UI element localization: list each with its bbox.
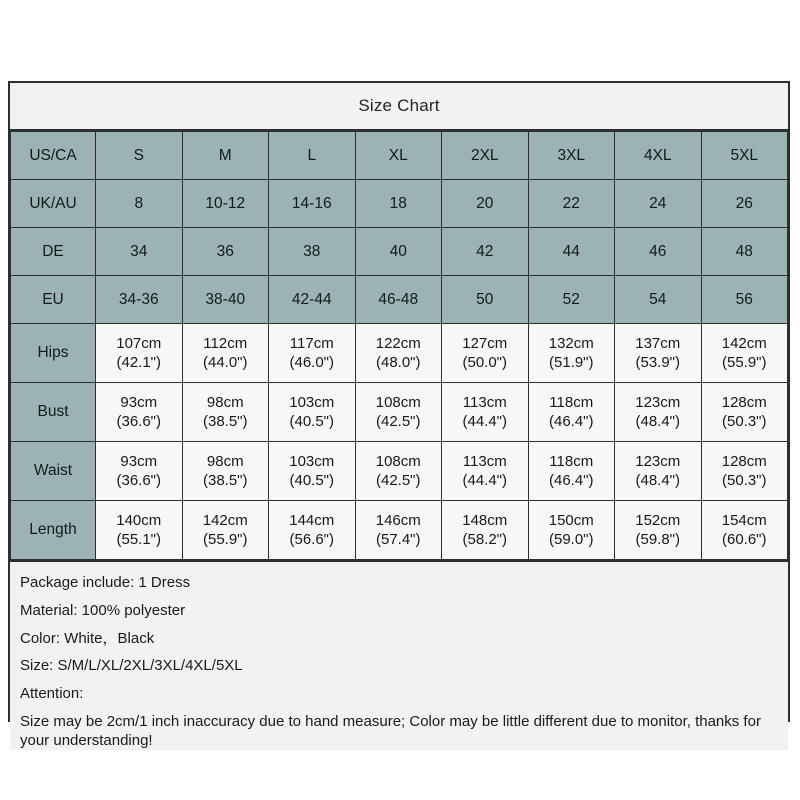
measure-cm: 93cm: [120, 393, 158, 411]
cell-waist-4xl: [615, 442, 702, 501]
row-label-de: DE: [11, 228, 96, 276]
measure-inch: (40.5"): [289, 472, 334, 489]
page-title: Size Chart: [358, 96, 440, 115]
table-row: [11, 501, 788, 560]
measure-inch: (55.9"): [721, 354, 767, 371]
cell-de-s: 34: [96, 228, 183, 276]
measure-cm: 127cm: [462, 334, 508, 352]
cell-us-ca-4xl: 4XL: [615, 132, 702, 180]
note-package: Package include: 1 Dress: [20, 574, 191, 591]
measure-cm: 142cm: [202, 511, 248, 529]
cell-de-m: 36: [182, 228, 269, 276]
measure-inch: (44.0"): [202, 354, 248, 371]
cell-de-5xl: 48: [701, 228, 788, 276]
cell-us-ca-5xl: 5XL: [701, 132, 788, 180]
cell-bust-4xl: [615, 383, 702, 442]
cell-length-m: [182, 501, 269, 560]
cell-hips-2xl: [442, 324, 529, 383]
cell-us-ca-s: S: [96, 132, 183, 180]
measure-inch: (55.9"): [202, 531, 248, 548]
measure-cm: 123cm: [635, 393, 681, 411]
row-label-waist: Waist: [11, 442, 96, 501]
measure-cm: 122cm: [375, 334, 421, 352]
measure-cm: 123cm: [635, 452, 681, 470]
measure-cm: 112cm: [203, 334, 248, 352]
measure-inch: (58.2"): [462, 531, 507, 548]
cell-eu-s: 34-36: [96, 276, 183, 324]
measure-inch: (38.5"): [202, 472, 248, 489]
cell-hips-m: [182, 324, 269, 383]
cell-eu-2xl: 50: [442, 276, 529, 324]
cell-length-s: [96, 501, 183, 560]
measure-inch: (56.6"): [289, 531, 334, 548]
measure-cm: 150cm: [548, 511, 594, 529]
cell-hips-l: [269, 324, 356, 383]
cell-eu-m: 38-40: [182, 276, 269, 324]
measure-cm: 118cm: [549, 393, 594, 411]
cell-eu-l: 42-44: [269, 276, 356, 324]
measure-cm: 98cm: [206, 452, 244, 470]
size-chart-table: [10, 131, 788, 560]
row-label-us-ca: US/CA: [11, 132, 96, 180]
cell-eu-5xl: 56: [701, 276, 788, 324]
size-table-body: [11, 132, 788, 560]
row-label-uk-au: UK/AU: [11, 180, 96, 228]
row-label-hips: Hips: [11, 324, 96, 383]
cell-eu-xl: 46-48: [355, 276, 442, 324]
measure-inch: (42.5"): [375, 413, 421, 430]
cell-uk-au-l: 14-16: [269, 180, 356, 228]
measure-inch: (38.5"): [202, 413, 248, 430]
cell-uk-au-s: 8: [96, 180, 183, 228]
cell-us-ca-xl: XL: [355, 132, 442, 180]
measure-cm: 117cm: [289, 334, 334, 352]
cell-length-2xl: [442, 501, 529, 560]
measure-inch: (51.9"): [548, 354, 594, 371]
cell-uk-au-2xl: 20: [442, 180, 529, 228]
cell-bust-2xl: [442, 383, 529, 442]
cell-length-3xl: [528, 501, 615, 560]
measure-cm: 146cm: [375, 511, 421, 529]
cell-hips-s: [96, 324, 183, 383]
product-notes: [10, 560, 788, 750]
measure-inch: (50.3"): [721, 413, 767, 430]
table-row: [11, 228, 788, 276]
cell-bust-3xl: [528, 383, 615, 442]
cell-hips-xl: [355, 324, 442, 383]
measure-inch: (36.6"): [116, 413, 161, 430]
cell-de-3xl: 44: [528, 228, 615, 276]
note-material: Material: 100% polyester: [20, 601, 186, 619]
cell-uk-au-5xl: 26: [701, 180, 788, 228]
cell-us-ca-2xl: 2XL: [442, 132, 529, 180]
cell-de-l: 38: [269, 228, 356, 276]
cell-bust-m: [182, 383, 269, 442]
cell-length-l: [269, 501, 356, 560]
cell-bust-5xl: [701, 383, 788, 442]
measure-cm: 140cm: [116, 511, 162, 529]
measure-cm: 98cm: [206, 393, 244, 411]
measure-cm: 93cm: [120, 452, 158, 470]
measure-inch: (46.0"): [289, 354, 334, 371]
cell-waist-5xl: [701, 442, 788, 501]
cell-hips-4xl: [615, 324, 702, 383]
measure-cm: 113cm: [462, 452, 507, 470]
measure-inch: (48.4"): [635, 472, 680, 489]
cell-bust-xl: [355, 383, 442, 442]
measure-inch: (53.9"): [635, 354, 680, 371]
note-disclaimer: Size may be 2cm/1 inch inaccuracy due to hand measure; Color may be little different due to monitor, thanks for your understanding!: [20, 712, 761, 749]
measure-cm: 137cm: [635, 334, 681, 352]
measure-cm: 113cm: [462, 393, 507, 411]
table-row: [11, 383, 788, 442]
cell-us-ca-3xl: 3XL: [528, 132, 615, 180]
cell-de-4xl: 46: [615, 228, 702, 276]
size-chart-frame: [8, 81, 790, 749]
cell-hips-5xl: [701, 324, 788, 383]
measure-inch: (46.4"): [548, 472, 594, 489]
measure-inch: (55.1"): [116, 531, 161, 548]
measure-cm: 154cm: [721, 511, 767, 529]
measure-cm: 144cm: [289, 511, 335, 529]
cell-waist-2xl: [442, 442, 529, 501]
measure-inch: (44.4"): [462, 413, 507, 430]
measure-cm: 108cm: [375, 452, 421, 470]
cell-uk-au-3xl: 22: [528, 180, 615, 228]
measure-cm: 103cm: [289, 393, 335, 411]
cell-waist-m: [182, 442, 269, 501]
measure-cm: 108cm: [375, 393, 421, 411]
measure-cm: 128cm: [721, 393, 767, 411]
measure-inch: (42.5"): [375, 472, 421, 489]
cell-waist-xl: [355, 442, 442, 501]
measure-cm: 128cm: [721, 452, 767, 470]
measure-cm: 118cm: [549, 452, 594, 470]
cell-de-xl: 40: [355, 228, 442, 276]
note-attention-label: Attention:: [20, 685, 84, 702]
table-row: [11, 442, 788, 501]
cell-eu-4xl: 54: [615, 276, 702, 324]
measure-inch: (50.3"): [721, 472, 767, 489]
measure-cm: 107cm: [116, 334, 162, 352]
cell-us-ca-l: L: [269, 132, 356, 180]
cell-hips-3xl: [528, 324, 615, 383]
measure-inch: (48.4"): [635, 413, 680, 430]
measure-inch: (60.6"): [721, 531, 767, 548]
row-label-eu: EU: [11, 276, 96, 324]
measure-inch: (48.0"): [375, 354, 421, 371]
row-label-length: Length: [11, 501, 96, 560]
measure-cm: 142cm: [721, 334, 767, 352]
cell-de-2xl: 42: [442, 228, 529, 276]
measure-cm: 152cm: [635, 511, 681, 529]
measure-cm: 103cm: [289, 452, 335, 470]
table-row: [11, 132, 788, 180]
measure-inch: (59.8"): [635, 531, 680, 548]
cell-waist-l: [269, 442, 356, 501]
cell-us-ca-m: M: [182, 132, 269, 180]
chart-title-band: [10, 83, 788, 131]
measure-cm: 148cm: [462, 511, 508, 529]
cell-eu-3xl: 52: [528, 276, 615, 324]
table-row: [11, 180, 788, 228]
cell-length-4xl: [615, 501, 702, 560]
measure-inch: (50.0"): [462, 354, 507, 371]
cell-waist-s: [96, 442, 183, 501]
measure-cm: 132cm: [548, 334, 594, 352]
note-color: Color: White，Black: [20, 629, 155, 647]
measure-inch: (42.1"): [116, 354, 161, 371]
cell-length-xl: [355, 501, 442, 560]
measure-inch: (57.4"): [375, 531, 421, 548]
table-row: [11, 324, 788, 383]
cell-length-5xl: [701, 501, 788, 560]
measure-inch: (46.4"): [548, 413, 594, 430]
measure-inch: (44.4"): [462, 472, 507, 489]
cell-uk-au-xl: 18: [355, 180, 442, 228]
cell-uk-au-m: 10-12: [182, 180, 269, 228]
note-size: Size: S/M/L/XL/2XL/3XL/4XL/5XL: [20, 657, 243, 675]
measure-inch: (59.0"): [548, 531, 594, 548]
cell-bust-l: [269, 383, 356, 442]
row-label-bust: Bust: [11, 383, 96, 442]
cell-uk-au-4xl: 24: [615, 180, 702, 228]
measure-inch: (40.5"): [289, 413, 334, 430]
cell-waist-3xl: [528, 442, 615, 501]
measure-inch: (36.6"): [116, 472, 161, 489]
table-row: [11, 276, 788, 324]
cell-bust-s: [96, 383, 183, 442]
